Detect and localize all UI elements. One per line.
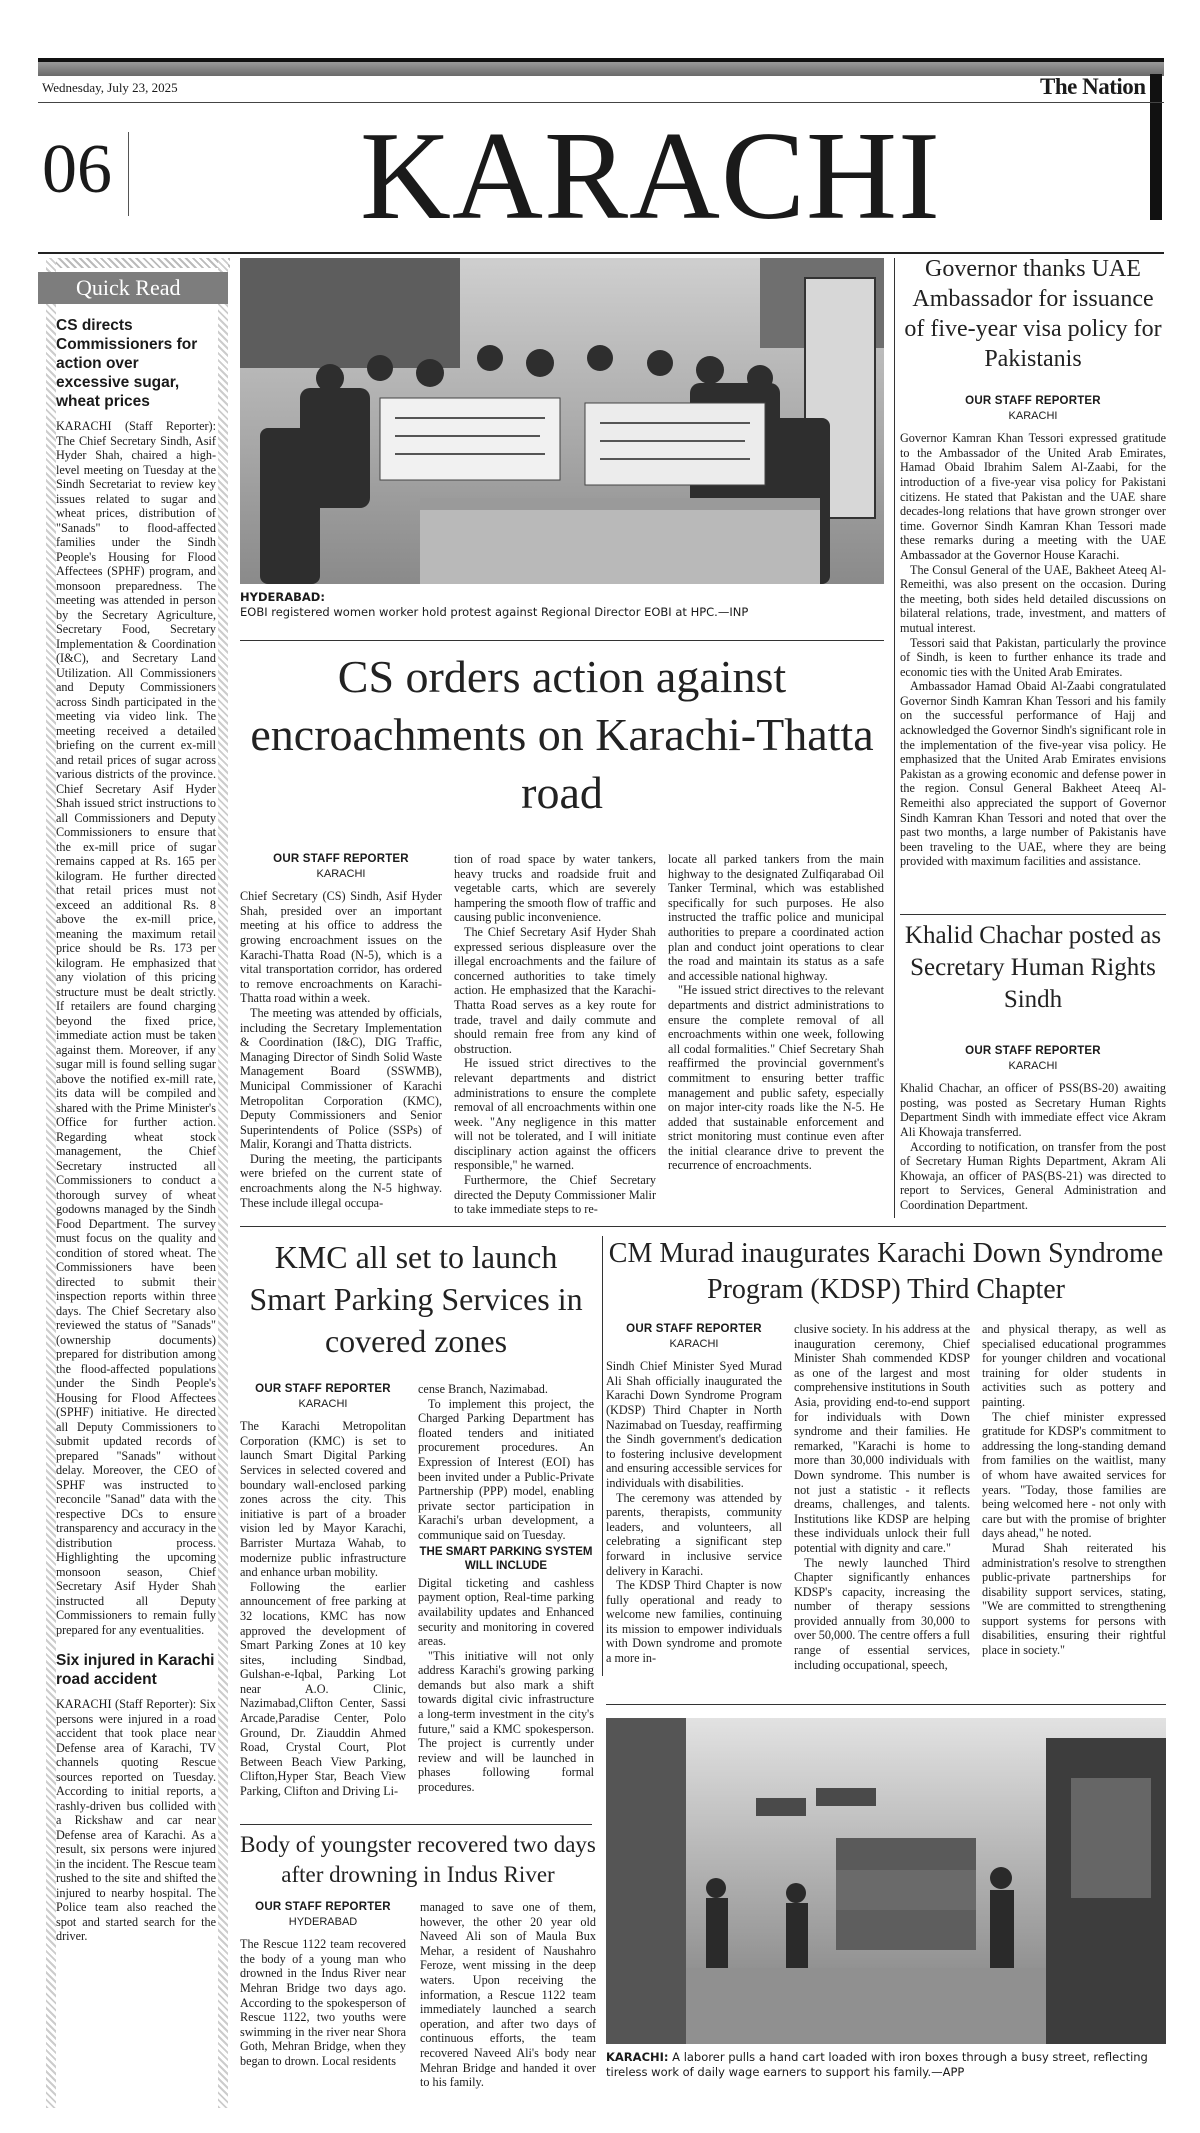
quick-read-column (56, 316, 216, 1944)
lead-c2-p4: Furthermore, the Chief Secretary directed the Deputy Commissioner Malir to take immediate steps to re- (454, 1173, 656, 1217)
kmc-c2-p3: Digital ticketing and cashless payment option, Real-time parking availability updates and Enhanced security and monitoring in covered areas. (418, 1575, 594, 1649)
chachar-headline: Khalid Chachar posted as Secretary Human Rights Sindh (904, 922, 1162, 1013)
governor-p1: Governor Kamran Khan Tessori expressed gratitude to the Ambassador of the United Arab Emirates, Hamad Obaid Ibrahim Salem Al-Zaabi, for the introduction of a five-year visa policy for Pakistani citizens. He stated that Pakistan and the UAE share decades-long relations that have grown stronger over time. Governor Sindh Kamran Khan Tessori made these remarks during a meeting with the UAE Ambassador at the Governor House Karachi. (900, 431, 1166, 562)
governor-column (900, 394, 1166, 869)
governor-headline: Governor thanks UAE Ambassador for issuance of five-year visa policy for Pakistanis (904, 256, 1162, 372)
drowning-c1-p1: The Rescue 1122 team recovered the body of a young man who drowned in the Indus River near Mehran Bridge two days ago. According to the spokesperson of Rescue 1122, two youths were swimming in the river near Shora Goth, Mehran Bridge, when they began to drown. Local residents (240, 1937, 406, 2068)
section-title: KARACHI (360, 107, 942, 246)
lead-byline: OUR STAFF REPORTER (273, 853, 409, 865)
page-number-divider (128, 132, 129, 216)
newspaper-name: The Nation (1040, 74, 1146, 99)
lead-c3-p1: locate all parked tankers from the main highway to the designated Zulfiqarabad Oil Tanker Terminal, which was established specifically for such purposes. He also instructed the traffic police and municipal authorities to prepare a coordinated action plan and conduct joint operations to clear the road and maintain its status as a safe and accessible national highway. (668, 852, 884, 983)
lead-column-3 (668, 852, 884, 1173)
laborer-photo (606, 1718, 1166, 2044)
kmc-kdsp-divider (602, 1236, 603, 1676)
chachar-p2: According to notification, on transfer from the post of Secretary Human Rights Department, Akram Ali Khowaja, an officer of PAS(BS-21) was directed to report to Services, General Administration and Coordination Department. (900, 1139, 1166, 1212)
masthead-rule (38, 102, 1164, 103)
kdsp-headline: CM Murad inaugurates Karachi Down Syndrome Program (KDSP) Third Chapter (608, 1238, 1164, 1305)
kdsp-c1-p2: The ceremony was attended by parents, therapists, community leaders, and volunteers, all celebrating a significant step forward in inclusive service delivery in Karachi. (606, 1490, 782, 1578)
governor-bottom-rule (900, 914, 1166, 915)
governor-p2: The Consul General of the UAE, Bakheet Ateeq Al-Remeithi, was also present on the occasion. During the meeting, both sides held detailed discussions on bilateral relations, trade, investment, and matters of mutual interest. (900, 562, 1166, 635)
kdsp-c3-p1: and physical therapy, as well as specialised educational programmes for younger children and vocational training for older students in activities such as pottery and painting. (982, 1322, 1166, 1409)
lead-headline: CS orders action against encroachments on Karachi-Thatta road (250, 651, 874, 818)
drowning-headline: Body of youngster recovered two days after drowning in Indus River (240, 1832, 596, 1887)
laborer-caption-place: KARACHI: (606, 2050, 669, 2064)
quick-read-headline-2: Six injured in Karachi road accident (56, 1652, 215, 1688)
protest-caption-place: HYDERABAD: (240, 590, 325, 604)
quick-read-label: Quick Read (38, 272, 228, 304)
chachar-byline: OUR STAFF REPORTER (965, 1045, 1101, 1057)
kdsp-c3-p2: The chief minister expressed gratitude for KDSP's commitment to addressing the long-standing demand from families on the waitlist, many of whom have awaited services for years. "Today, those families are being welcomed here - not only with care but with the promise of brighter days ahead," he noted. (982, 1409, 1166, 1541)
kdsp-column-2 (794, 1322, 970, 1672)
lead-column-2 (454, 852, 656, 1217)
drowning-byline: OUR STAFF REPORTER (255, 1901, 391, 1913)
kdsp-c1-p3: The KDSP Third Chapter is now fully operational and ready to welcome new families, continuing its mission to empower individuals with Down syndrome and promote a more in- (606, 1578, 782, 1666)
lead-c1-p3: During the meeting, the participants were briefed on the current state of encroachments along the N-5 highway. These include illegal occupa- (240, 1151, 442, 1210)
kmc-byline: OUR STAFF REPORTER (255, 1383, 391, 1395)
laborer-caption-text: A laborer pulls a hand cart loaded with iron boxes through a busy street, reflecting tireless work of daily wage earners to support his family.—APP (606, 2050, 1148, 2079)
laborer-photo-image (606, 1718, 1166, 2044)
kdsp-bottom-rule (606, 1704, 1166, 1705)
kdsp-c1-p1: Sindh Chief Minister Syed Murad Ali Shah officially inaugurated the Karachi Down Syndrome Program (KDSP) Third Chapter in North Nazimabad on Tuesday, reaffirming the Sindh government's dedication to fostering inclusive development and ensuring accessible services for individuals with disabilities. (606, 1359, 782, 1490)
protest-photo-caption (240, 590, 884, 620)
quick-read-hatch-left (46, 258, 56, 2108)
page-number: 06 (42, 131, 112, 208)
quick-read-headline-1: CS directs Commissioners for action over excessive sugar, wheat prices (56, 317, 198, 410)
kdsp-c3-p3: Murad Shah reiterated his administration's resolve to strengthen public-private partnerships for disability support services, stating, "We are committed to strengthening support systems for persons with disabilities, ensuring their rightful place in society." (982, 1540, 1166, 1658)
lead-location: KARACHI (316, 867, 366, 880)
kmc-c2-p1: cense Branch, Nazimabad. (418, 1382, 548, 1396)
kmc-c1-p2: Following the earlier announcement of free parking at 32 locations, KMC has now approved the development of Smart Parking Zones at 10 key sites, including Sindbad, Gulshan-e-Iqbal, Parking Lot near A.O. Clinic, Nazimabad,Clifton Center, Sassi Arcade,Paradise Center, Polo Ground, Dr. Ziauddin Ahmed Road, Crystal Court, Plot Between Beach View Parking, Clifton,Hyper Star, Beach View Parking, Clifton and Driving Li- (240, 1579, 406, 1799)
governor-p3: Tessori said that Pakistan, particularly the province of Sindh, is keen to further enhance its trade and economic ties with the United Arab Emirates. (900, 635, 1166, 679)
chachar-column (900, 1044, 1166, 1213)
kdsp-byline: OUR STAFF REPORTER (626, 1323, 762, 1335)
kmc-c2-p4: "This initiative will not only address Karachi's growing parking demands but also mark a shift towards digital civic infrastructure a long-term investment in the city's future," said a KMC spokesperson. The project is currently under review and will be launched in phases following formal procedures. (418, 1648, 594, 1795)
kmc-headline: KMC all set to launch Smart Parking Services in covered zones (249, 1239, 583, 1359)
governor-byline: OUR STAFF REPORTER (965, 395, 1101, 407)
masthead-bar (38, 58, 1164, 76)
mid-page-rule (240, 1226, 1166, 1227)
kdsp-c2-p2: The newly launched Third Chapter significantly enhances KDSP's capacity, increasing the number of therapy sessions provided annually from 30,000 to over 50,000. The centre offers a full range of essential services, including occupational, speech, (794, 1555, 970, 1672)
kmc-c2-p2: To implement this project, the Charged Parking Department has floated tenders and initiated procurement procedures. An Expression of Interest (EOI) has been invited under a Public-Private Partnership (PPP) model, enabling private sector participation in Karachi's urban development, a communique said on Tuesday. (418, 1396, 594, 1542)
drowning-column-2 (420, 1900, 596, 2090)
kmc-column-1 (240, 1382, 406, 1799)
right-column-divider (894, 258, 895, 1218)
masthead-side-bar (1150, 74, 1162, 220)
kmc-column-2 (418, 1382, 594, 1795)
kmc-subhead: THE SMART PARKING SYSTEM WILL INCLUDE (419, 1545, 593, 1573)
quick-read-hatch-right (218, 258, 228, 2108)
governor-location: KARACHI (1008, 409, 1058, 422)
chachar-p1: Khalid Chachar, an officer of PSS(BS-20) awaiting posting, was posted as Secretary Human Rights Department Sindh with immediate effect vice Akram Ali Khowaja transferred. (900, 1081, 1166, 1139)
kdsp-column-1 (606, 1322, 782, 1666)
kmc-location: KARACHI (298, 1397, 348, 1410)
protest-caption-text: EOBI registered women worker hold protest against Regional Director EOBI at HPC.—INP (240, 605, 749, 619)
kmc-bottom-rule (240, 1824, 592, 1825)
lead-c1-p2: The meeting was attended by officials, including the Secretary Implementation & Coordination (I&C), DIG Traffic, Managing Director of Sindh Solid Waste Management Board (SSWMB), Municipal Commissioner of Karachi Metropolitan Corporation (KMC), Deputy Commissioners and Senior Superintendents of Police (SSPs) of Malir, Korangi and Thatta districts. (240, 1005, 442, 1152)
quick-read-body-1: KARACHI (Staff Reporter): The Chief Secretary Sindh, Asif Hyder Shah, chaired a high-level meeting on Tuesday at the Sindh Secretariat to review key issues related to sugar and wheat prices, distribution of "Sanads" to flood-affected families under the Sindh People's Housing for Flood Affectees (SPHF) program, and monsoon preparedness. The meeting was attended in person by the Secretary Agriculture, Secretary Food, Secretary Implementation & Coordination (I&C), and Secretary Land Utilization. All Commissioners and Deputy Commissioners across Sindh participated in the meeting via video link. The meeting received a detailed briefing on the current ex-mill and retail prices of sugar across various districts of the province. Chief Secretary Asif Hyder Shah issued strict instructions to all Commissioners and Deputy Commissioners to ensure that the ex-mill price of sugar remains capped at Rs. 165 per kilogram. He further directed that retail prices must not exceed an additional Rs. 8 above the ex-mill price, meaning the maximum retail price should be Rs. 173 per kilogram. He emphasized that any violation of this pricing structure must be dealt strictly. If retailers are found charging beyond the fixed price, immediate action must be taken against them. Moreover, if any sugar mill is found selling sugar above the notified ex-mill rate, its data will be compiled and shared with the Prime Minister's Office for further action. Regarding wheat stock management, the Chief Secretary instructed all Commissioners to conduct a thorough survey of wheat godowns managed by the Sindh Food Department. The survey must focus on the quality and condition of stored wheat. The Commissioners have been directed to submit their inspection reports within three days. The Chief Secretary also reviewed the status of "Sanads" (ownership documents) prepared for distribution among the flood-affected populations under the Sindh People's Housing for Flood Affectees (SPHF) initiative. He directed all Deputy Commissioners to submit updated records of prepared "Sanads" without delay. Moreover, the CEO of SPHF was instructed to reconcile "Sanad" data with the respective DCs to ensure transparency and accuracy in the distribution process. Highlighting the upcoming monsoon season, Chief Secretary Asif Hyder Shah instructed all Deputy Commissioners to remain fully prepared for any eventualities. (56, 419, 216, 1637)
protest-photo-image (240, 258, 884, 584)
kdsp-c2-p1: clusive society. In his address at the inauguration ceremony, Chief Minister Shah commended KDSP as one of the largest and most comprehensive institutions in South Asia, providing end-to-end support for individuals with Down syndrome and their families. He remarked, "Karachi is home to more than 30,000 individuals with Down syndrome. This number is not just a statistic - it reflects dreams, challenges, and talents. Institutions like KDSP are helping these individuals unlock their full potential with dignity and care." (794, 1322, 970, 1555)
governor-p4: Ambassador Hamad Obaid Al-Zaabi congratulated Governor Sindh Kamran Khan Tessori and his family on the successful performance of Hajj and acknowledged the Governor Sindh's significant role in the implementation of the five-year visa policy. He emphasized that the United Arab Emirates envisions Pakistan as a growing economic and defense power in the region. Consul General Bakheet Ateeq Al-Remeithi also appreciated the support of Governor Sindh Kamran Khan Tessori and noted that over the past two months, a large number of Pakistanis have been traveling to the UAE, where they are being provided with maximum facilities and assistance. (900, 679, 1166, 869)
kdsp-location: KARACHI (669, 1337, 719, 1350)
chachar-location: KARACHI (1008, 1059, 1058, 1072)
lead-c1-p1: Chief Secretary (CS) Sindh, Asif Hyder Shah, presided over an important meeting at his office to address the growing encroachment issues on the Karachi-Thatta Road (N-5), which is a vital transportation corridor, has ordered to remove encroachments on Karachi-Thatta road within a week. (240, 889, 442, 1006)
drowning-location: HYDERABAD (288, 1915, 358, 1928)
lead-c2-p2: The Chief Secretary Asif Hyder Shah expressed serious displeasure over the illegal encroachments and the failure of concerned authorities to take timely action. He emphasized that the Karachi-Thatta Road serves as a key route for trade, travel and daily commute and should remain free from any kind of obstruction. (454, 924, 656, 1056)
quick-read-body-2: KARACHI (Staff Reporter): Six persons were injured in a road accident that took place near Defense area of Karachi, TV channels quoting Rescue sources reported on Tuesday. According to initial reports, a rashly-driven bus collided with a Rickshaw and car near Defense area of Karachi. As a result, six persons were injured in the incident. The Rescue team rushed to the site and shifted the injured to nearby hospital. The Police team also reached the spot and started search for the driver. (56, 1697, 216, 1943)
kdsp-column-3 (982, 1322, 1166, 1658)
lead-c2-p3: He issued strict directives to the relevant departments and district administrations to ensure the complete removal of all encroachments within one week. "Any negligence in this matter will not be tolerated, and I will initiate disciplinary action against the officers responsible," he warned. (454, 1056, 656, 1173)
drowning-column-1 (240, 1900, 406, 2069)
lead-top-rule (240, 640, 884, 641)
laborer-photo-caption (606, 2050, 1166, 2080)
lead-c3-p2: "He issued strict directives to the relevant departments and district administrations to ensure the complete removal of all encroachments within one week, following all codal formalities." Chief Secretary Shah reaffirmed the provincial government's commitment to ensuring better traffic management and public safety, especially on major inter-city roads like the N-5. He added that sustainable enforcement and strict monitoring must continue even after the initial clearance drive to prevent the recurrence of encroachments. (668, 983, 884, 1173)
lead-column-1 (240, 852, 442, 1210)
quick-read-hatch-top (46, 258, 230, 268)
issue-date: Wednesday, July 23, 2025 (42, 80, 178, 95)
lead-c2-p1: tion of road space by water tankers, heavy trucks and roadside fruit and vegetable carts, which are severely hampering the smooth flow of traffic and causing public inconvenience. (454, 852, 656, 925)
kmc-c1-p1: The Karachi Metropolitan Corporation (KMC) is set to launch Smart Digital Parking Services in selected covered and boundary wall-enclosed parking zones across the city. This initiative is part of a broader vision led by Mayor Karachi, Barrister Murtaza Wahab, to modernize public infrastructure and enhance urban mobility. (240, 1419, 406, 1580)
protest-photo (240, 258, 884, 584)
drowning-c2-p1: managed to save one of them, however, the other 20 year old Naveed Ali son of Maula Bux Mehar, a resident of Naushahro Feroze, went missing in the deep waters. Upon receiving the information, a Rescue 1122 team immediately launched a search operation, and after two days of continuous efforts, the team recovered Naveed Ali's body near Mehran Bridge and handed it over to his family. (420, 1900, 596, 2090)
